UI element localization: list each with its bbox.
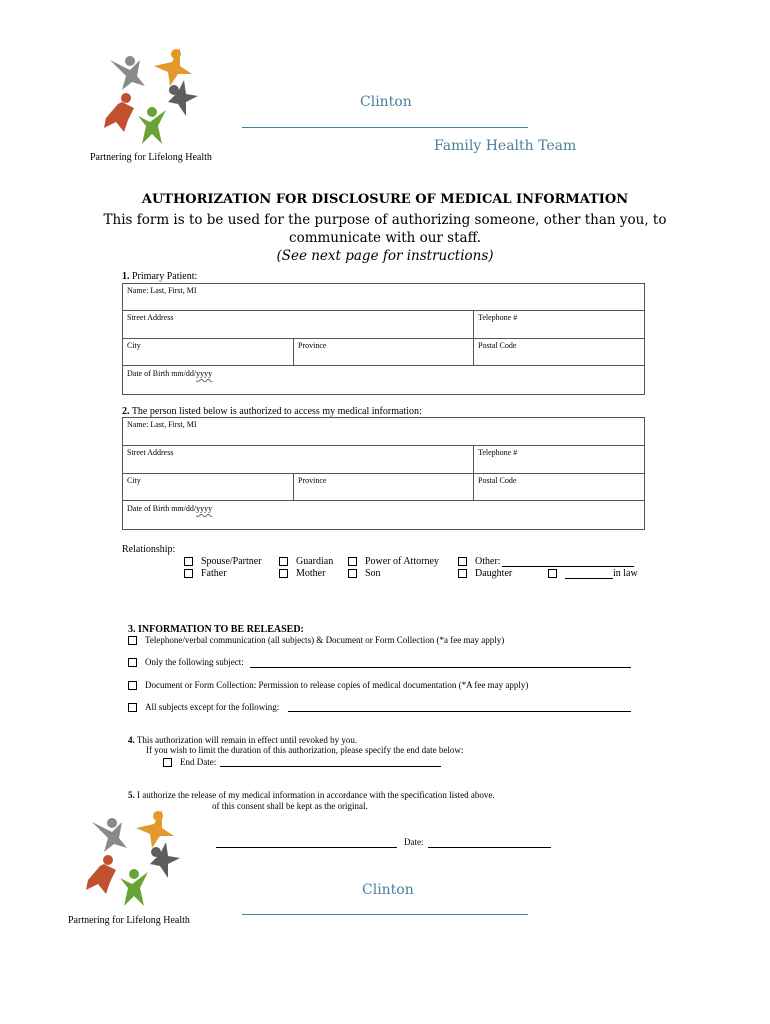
form-subtitle-line2: communicate with our staff.: [289, 230, 481, 246]
logo-figure-dark: [168, 80, 198, 116]
section2-heading: [122, 406, 422, 417]
s4-end-date-label: End Date:: [180, 757, 217, 767]
rel-option-other[interactable]: [458, 556, 501, 567]
checkbox[interactable]: [348, 557, 357, 566]
checkbox[interactable]: [548, 569, 557, 578]
rel-option-label: Father: [201, 568, 227, 579]
section1-title: Primary Patient:: [132, 271, 198, 282]
rel-option-label: Daughter: [475, 568, 513, 579]
rel-option-in-law[interactable]: [548, 568, 565, 579]
rel-other-line[interactable]: [502, 566, 634, 567]
rel-in-law-line[interactable]: [565, 578, 613, 579]
s1-name-label: Name: Last, First, MI: [127, 286, 197, 295]
s1-street-label: Street Address: [127, 313, 174, 322]
footer-org-line1: Clinton: [362, 882, 414, 898]
s1-city-label: City: [127, 341, 141, 350]
s4-end-date[interactable]: [163, 757, 216, 767]
form-subtitle-line1: This form is to be used for the purpose of authorizing someone, other than you, to: [103, 212, 667, 228]
section1-heading: [122, 271, 197, 282]
s2-city-label: City: [127, 476, 141, 485]
header-rule: [242, 127, 528, 128]
logo-figure-red: [86, 855, 116, 894]
s2-name-label: Name: Last, First, MI: [127, 420, 197, 429]
logo-figure-orange: [136, 810, 174, 848]
logo-figure-dark: [150, 842, 180, 878]
s5-date-line[interactable]: [428, 847, 551, 848]
footer-clinic-logo: [82, 808, 192, 912]
section4-text1: This authorization will remain in effect until revoked by you.: [136, 735, 358, 745]
s1-city-field[interactable]: [122, 338, 294, 366]
s2-telephone-label: Telephone #: [478, 448, 518, 457]
rel-option-label: Son: [365, 568, 381, 579]
s1-telephone-label: Telephone #: [478, 313, 518, 322]
s2-dob-year: yyyy: [196, 504, 213, 513]
logo-figure-gray: [92, 818, 127, 852]
header-org-line2: Family Health Team: [434, 138, 577, 154]
s2-province-label: Province: [298, 476, 327, 485]
s3-item4[interactable]: [128, 702, 279, 712]
logo-figure-green: [120, 869, 148, 906]
s1-dob-text: Date of Birth mm/dd/: [127, 369, 197, 378]
header-tagline: Partnering for Lifelong Health: [90, 152, 212, 163]
s1-name-field[interactable]: [122, 283, 645, 311]
checkbox[interactable]: [184, 557, 193, 566]
section4-line2: If you wish to limit the duration of this authorization, please specify the end date below:: [146, 745, 464, 755]
section2-title: The person listed below is authorized to access my medical information:: [131, 406, 422, 417]
s3-item1-label: Telephone/verbal communication (all subjects) & Document or Form Collection (*a fee may apply): [145, 635, 505, 645]
s3-item2-label: Only the following subject:: [145, 657, 244, 667]
s5-signature-line[interactable]: [216, 847, 397, 848]
section1-num: 1.: [122, 271, 130, 282]
s1-province-label: Province: [298, 341, 327, 350]
s3-item4-label: All subjects except for the following:: [145, 702, 280, 712]
logo-figure-gray: [110, 56, 145, 90]
rel-option-label: Power of Attorney: [365, 556, 439, 567]
checkbox[interactable]: [163, 758, 172, 767]
s5-date-label: Date:: [404, 837, 424, 847]
section4-line1: [128, 735, 357, 745]
checkbox[interactable]: [128, 681, 137, 690]
clinic-logo: [100, 46, 210, 150]
s1-dob-label: [127, 369, 212, 378]
section4-num: 4.: [128, 735, 135, 745]
header-org-line1: Clinton: [360, 94, 412, 110]
s3-item3-label: Document or Form Collection: Permission to release copies of medical documentation (*A fee may apply): [145, 680, 529, 690]
rel-option-spouse[interactable]: [184, 556, 262, 567]
checkbox[interactable]: [279, 569, 288, 578]
rel-option-son[interactable]: [348, 568, 381, 579]
footer-rule: [242, 914, 528, 915]
rel-option-daughter[interactable]: [458, 568, 512, 579]
s3-item2-line[interactable]: [250, 667, 631, 668]
checkbox[interactable]: [128, 658, 137, 667]
checkbox[interactable]: [128, 636, 137, 645]
rel-option-label: Guardian: [296, 556, 334, 567]
s1-street-field[interactable]: [122, 310, 474, 339]
s2-city-field[interactable]: [122, 473, 294, 501]
s2-street-label: Street Address: [127, 448, 174, 457]
s3-item2[interactable]: [128, 657, 244, 667]
form-title: AUTHORIZATION FOR DISCLOSURE OF MEDICAL INFORMATION: [141, 192, 629, 207]
rel-option-poa[interactable]: [348, 556, 439, 567]
section5-num: 5.: [128, 790, 135, 800]
s2-dob-label: [127, 504, 212, 513]
section5-line1: [128, 790, 495, 800]
checkbox[interactable]: [128, 703, 137, 712]
checkbox[interactable]: [458, 557, 467, 566]
s2-postal-label: Postal Code: [478, 476, 517, 485]
s4-end-date-line[interactable]: [220, 766, 441, 767]
logo-figure-orange: [154, 48, 192, 86]
checkbox[interactable]: [458, 569, 467, 578]
rel-option-father[interactable]: [184, 568, 227, 579]
relationship-label: Relationship:: [122, 544, 176, 555]
checkbox[interactable]: [279, 557, 288, 566]
s2-street-field[interactable]: [122, 445, 474, 474]
rel-option-label: Spouse/Partner: [201, 556, 262, 567]
rel-in-law-suffix: in law: [613, 568, 638, 579]
s1-dob-year: yyyy: [196, 369, 213, 378]
section2-num: 2.: [122, 406, 130, 417]
s3-item3[interactable]: [128, 680, 528, 690]
rel-option-mother[interactable]: [279, 568, 325, 579]
section5-line2: of this consent shall be kept as the original.: [212, 801, 368, 811]
footer-tagline: Partnering for Lifelong Health: [68, 915, 190, 926]
s3-item1[interactable]: [128, 635, 504, 645]
s2-dob-text: Date of Birth mm/dd/: [127, 504, 197, 513]
form-instructions: (See next page for instructions): [276, 248, 494, 264]
rel-option-guardian[interactable]: [279, 556, 333, 567]
logo-figure-red: [104, 93, 134, 132]
s3-item4-line[interactable]: [288, 711, 631, 712]
s2-name-field[interactable]: [122, 417, 645, 446]
checkbox[interactable]: [184, 569, 193, 578]
rel-option-label: Mother: [296, 568, 326, 579]
section3-heading: 3. INFORMATION TO BE RELEASED:: [128, 624, 304, 635]
checkbox[interactable]: [348, 569, 357, 578]
section5-text1: I authorize the release of my medical information in accordance with the specification listed above.: [137, 790, 495, 800]
rel-option-label: Other:: [475, 556, 501, 567]
s1-postal-label: Postal Code: [478, 341, 517, 350]
logo-figure-green: [138, 107, 166, 144]
